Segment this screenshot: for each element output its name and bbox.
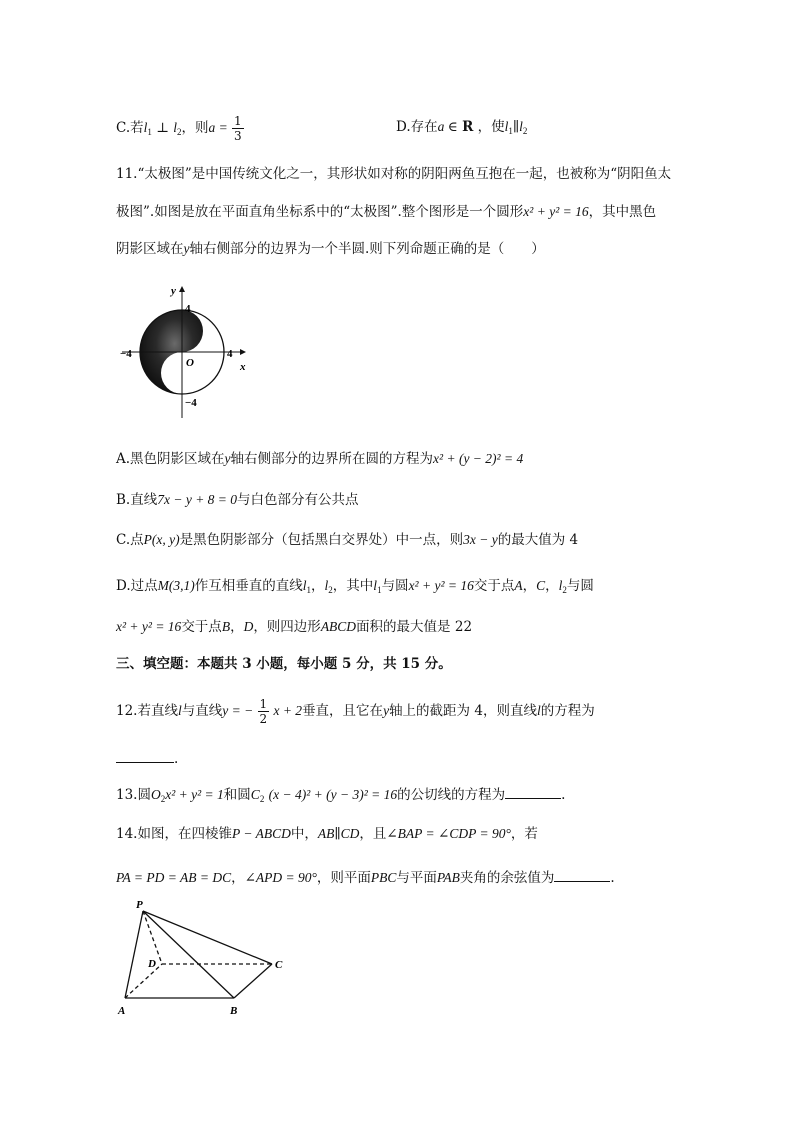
q11-option-c: C.点P(x, y)是黑色阴影部分（包括黑白交界处）中一点，则3x − y的最大值为 4 [116,532,579,548]
q10-option-c: C.若$l_1$ ⊥ $l_2$，则a = $\frac{1}{3}$ [116,114,242,143]
q11-stem-line2: 极图”.如图是放在平面直角坐标系中的“太极图”.整个图形是一个圆形x² + y² = 16，其中黑色 [116,204,657,220]
vertex-label-B: B [230,1005,238,1017]
fraction-one-half: $\frac{1}{2}$ [259,697,268,726]
fraction-one-third: $\frac{1}{3}$ [234,114,242,143]
q14-stem-line1: 14.如图，在四棱锥P − ABCD中，AB∥CD，且∠BAP = ∠CDP = 90°，若 [116,826,538,842]
y-axis-label: y [171,285,176,297]
q11-stem-line3: 阴影区域在y轴右侧部分的边界为一个半圆.则下列命题正确的是（ ） [116,241,545,257]
vertex-label-C: C [275,959,283,971]
vertex-label-A: A [118,1005,126,1017]
y-axis-arrow-icon [179,286,185,292]
edge-BC [234,964,272,998]
q13-stem: 13.圆$O_2x^2 + y^2 = 1$和圆$C_2$ (x − 4)² + (y − 3)² = 16的公切线的方程为 . [116,784,565,808]
tick-label-bottom: −4 [185,397,197,409]
taiji-figure [112,282,252,422]
q12-stem: 12.若直线l与直线y = − $\frac{1}{2}$ x + 2垂直，且它在y轴上的截距为 4，则直线l的方程为 [116,697,595,726]
pyramid-figure [112,894,302,1020]
q11-stem-line1: 11.“太极图”是中国传统文化之一，其形状如对称的阴阳两鱼互抱在一起，也被称为“阴阳鱼太 [116,166,672,182]
q10-option-d: D.存在a ∈ R ，使$l_1\parallel l_2$ [396,119,528,136]
q11-option-d-line2: x² + y² = 16交于点B，D，则四边形ABCD面积的最大值是 22 [116,619,473,635]
edge-PD [143,911,162,964]
vertex-label-D: D [148,958,156,970]
edge-PB [143,911,234,998]
origin-label: O [186,357,194,369]
q12-answer-blank[interactable]: . [116,748,178,768]
tick-label-left: −4 [120,348,132,360]
q14-stem-line2: PA = PD = AB = DC，∠APD = 90°，则平面PBC与平面PAB夹角的余弦值为 . [116,867,615,887]
x-axis-arrow-icon [240,349,246,355]
q13-answer-blank[interactable] [505,784,561,799]
q11-option-d-line1: D.过点M(3,1)作互相垂直的直线$l_1$，$l_2$，其中$l_1$与圆x² + y² = 16交于点A，C，$l_2$与圆 [116,578,594,595]
tick-label-right: 4 [227,348,233,360]
edge-PA [125,911,143,998]
section-3-title: 三、填空题：本题共 3 小题，每小题 5 分，共 15 分。 [116,656,452,672]
tick-label-top: 4 [185,303,191,315]
q11-option-b: B.直线7x − y + 8 = 0与白色部分有公共点 [116,492,359,508]
q14-answer-blank[interactable] [554,867,610,882]
vertex-label-P: P [136,899,143,911]
x-axis-label: x [240,361,246,373]
q11-option-a: A.黑色阴影区域在y轴右侧部分的边界所在圆的方程为x² + (y − 2)² = 4 [116,451,524,467]
edge-PC [143,911,272,964]
